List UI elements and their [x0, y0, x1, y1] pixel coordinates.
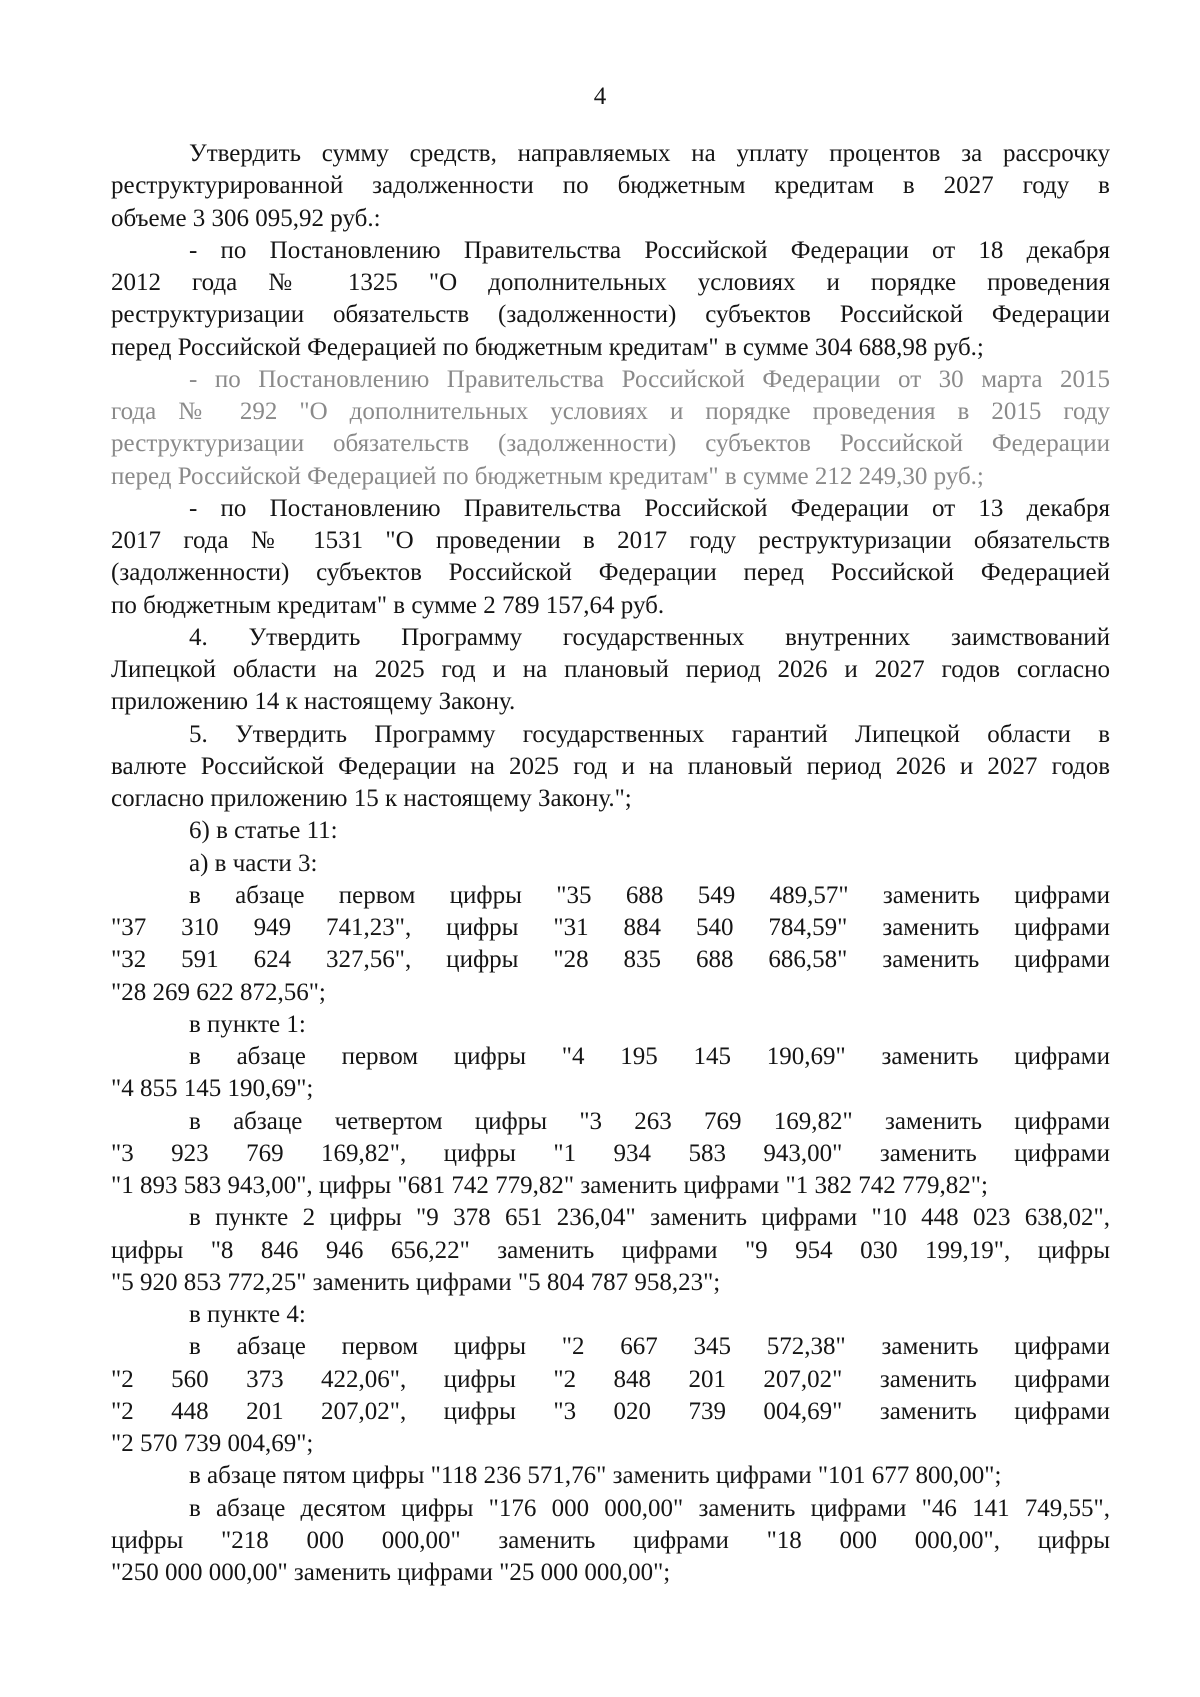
text-line: реструктуризации обязательств (задолженности) субъектов Российской Федерации	[111, 430, 1110, 458]
paragraph	[111, 1299, 1110, 1331]
paragraph	[111, 1106, 1110, 1203]
text-line: в абзаце первом цифры "2 667 345 572,38" заменить цифрами	[189, 1333, 1110, 1361]
text-line: "250 000 000,00" заменить цифрами "25 000 000,00";	[111, 1559, 671, 1586]
paragraph	[111, 1460, 1110, 1492]
text-line: в пункте 1:	[189, 1010, 306, 1038]
text-line: 5. Утвердить Программу государственных гарантий Липецкой области в	[189, 720, 1110, 748]
paragraph	[111, 1493, 1110, 1590]
text-line: 2017 года № 1531 "О проведении в 2017 году реструктуризации обязательств	[111, 527, 1110, 554]
text-line: "5 920 853 772,25" заменить цифрами "5 804 787 958,23";	[111, 1268, 721, 1296]
text-line: приложению 14 к настоящему Закону.	[111, 688, 516, 716]
text-line: года № 292 "О дополнительных условиях и порядке проведения в 2015 году	[111, 398, 1110, 425]
page-number: 4	[593, 83, 607, 110]
text-line: цифры "218 000 000,00" заменить цифрами "18 000 000,00", цифры	[111, 1526, 1110, 1554]
text-line: Липецкой области на 2025 год и на плановый период 2026 и 2027 годов согласно	[111, 656, 1110, 683]
text-line: реструктуризации обязательств (задолженности) субъектов Российской Федерации	[111, 301, 1110, 329]
paragraph	[111, 815, 1110, 847]
paragraph	[111, 1202, 1110, 1299]
text-line: а) в части 3:	[189, 849, 318, 877]
paragraph	[111, 364, 1110, 493]
text-line: "2 448 201 207,02", цифры "3 020 739 004,69" заменить цифрами	[111, 1397, 1110, 1425]
text-line: в абзаце четвертом цифры "3 263 769 169,82" заменить цифрами	[189, 1107, 1110, 1135]
paragraph	[111, 1009, 1110, 1041]
text-line: валюте Российской Федерации на 2025 год и на плановый период 2026 и 2027 годов	[111, 752, 1110, 780]
paragraph	[111, 138, 1110, 235]
text-line: "3 923 769 169,82", цифры "1 934 583 943,00" заменить цифрами	[111, 1139, 1110, 1167]
text-line: "37 310 949 741,23", цифры "31 884 540 784,59" заменить цифрами	[111, 914, 1110, 941]
text-line: "4 855 145 190,69";	[111, 1075, 314, 1103]
paragraph	[111, 493, 1110, 622]
text-line: 2012 года № 1325 "О дополнительных условиях и порядке проведения	[111, 269, 1110, 296]
text-line: 6) в статье 11:	[189, 817, 338, 845]
text-line: - по Постановлению Правительства Российской Федерации от 18 декабря	[189, 236, 1110, 264]
paragraph	[111, 1041, 1110, 1106]
text-line: перед Российской Федерацией по бюджетным кредитам" в сумме 304 688,98 руб.;	[111, 333, 984, 361]
text-line: в пункте 2 цифры "9 378 651 236,04" заменить цифрами "10 448 023 638,02",	[189, 1204, 1110, 1232]
paragraph	[111, 235, 1110, 364]
text-line: 4. Утвердить Программу государственных внутренних заимствований	[189, 623, 1110, 651]
text-line: в абзаце десятом цифры "176 000 000,00" заменить цифрами "46 141 749,55",	[189, 1494, 1110, 1522]
text-line: в пункте 4:	[189, 1301, 306, 1328]
text-line: - по Постановлению Правительства Российской Федерации от 13 декабря	[189, 494, 1110, 522]
document-body	[111, 138, 1110, 1589]
text-line: согласно приложению 15 к настоящему Закону.";	[111, 785, 632, 812]
text-line: - по Постановлению Правительства Российской Федерации от 30 марта 2015	[189, 365, 1110, 393]
text-line: "2 570 739 004,69";	[111, 1430, 314, 1457]
paragraph	[111, 880, 1110, 1009]
paragraph	[111, 622, 1110, 719]
text-line: "32 591 624 327,56", цифры "28 835 688 686,58" заменить цифрами	[111, 946, 1110, 974]
text-line: в абзаце первом цифры "35 688 549 489,57" заменить цифрами	[189, 881, 1110, 909]
text-line: (задолженности) субъектов Российской Федерации перед Российской Федерацией	[111, 559, 1110, 587]
paragraph	[111, 719, 1110, 816]
paragraph	[111, 1331, 1110, 1460]
text-line: реструктурированной задолженности по бюджетным кредитам в 2027 году в	[111, 172, 1110, 200]
text-line: в абзаце пятом цифры "118 236 571,76" заменить цифрами "101 677 800,00";	[189, 1462, 1002, 1490]
text-line: "1 893 583 943,00", цифры "681 742 779,82" заменить цифрами "1 382 742 779,82";	[111, 1172, 988, 1199]
text-line: перед Российской Федерацией по бюджетным кредитам" в сумме 212 249,30 руб.;	[111, 462, 984, 490]
text-line: по бюджетным кредитам" в сумме 2 789 157,64 руб.	[111, 591, 665, 619]
text-line: объеме 3 306 095,92 руб.:	[111, 204, 381, 232]
text-line: цифры "8 846 946 656,22" заменить цифрами "9 954 030 199,19", цифры	[111, 1236, 1110, 1264]
text-line: Утвердить сумму средств, направляемых на уплату процентов за рассрочку	[189, 140, 1110, 167]
text-line: "2 560 373 422,06", цифры "2 848 201 207,02" заменить цифрами	[111, 1365, 1110, 1393]
text-line: "28 269 622 872,56";	[111, 978, 326, 1006]
paragraph	[111, 848, 1110, 880]
text-line: в абзаце первом цифры "4 195 145 190,69" заменить цифрами	[189, 1043, 1110, 1070]
